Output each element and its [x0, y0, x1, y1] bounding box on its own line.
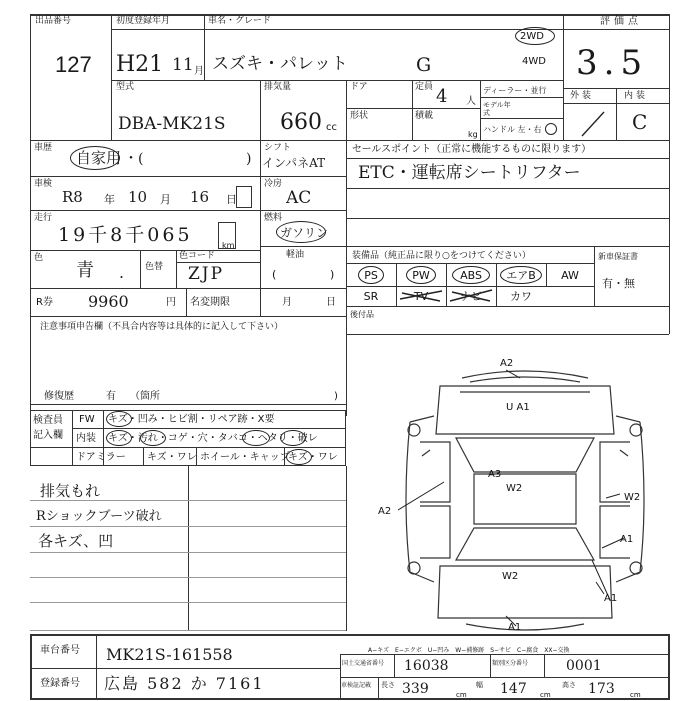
- divider: [394, 654, 395, 677]
- ac-label: 冷房: [264, 179, 283, 189]
- shaken-year: R8: [62, 188, 83, 206]
- handwritten-note-1: 排気もれ: [40, 482, 101, 500]
- first-reg-era: H21: [116, 52, 164, 77]
- width-value: 147: [500, 681, 527, 697]
- divider: [30, 176, 346, 177]
- equipment-label: 装備品（純正品に限り○をつけてください）: [352, 251, 531, 261]
- shift-label: シフト: [264, 143, 292, 153]
- sales-point-text: ETC・運転席シートリフター: [358, 163, 581, 183]
- equip-navi: ナビ: [460, 290, 482, 303]
- score: 3.5: [576, 43, 649, 83]
- divider: [30, 447, 346, 448]
- model-name: スズキ・パレット: [212, 54, 348, 74]
- inspector-interior-items: キズ・汚れ・コゲ・穴・タバコ・ヘタリ・破レ: [108, 433, 318, 444]
- chassis-label: 車台番号: [40, 645, 80, 656]
- notes-label: 注意事項申告欄（不具合内容等は具体的に記入して下さい）: [40, 322, 284, 332]
- inspection-label: 名変期限: [190, 297, 230, 308]
- note-line: [30, 602, 346, 603]
- interior-grade: C: [632, 110, 648, 134]
- use-label: 車歴: [34, 143, 53, 153]
- national-label: 国土交通省番号: [342, 660, 385, 667]
- category-label: 類別区分番号: [492, 660, 529, 667]
- shaken-label: 車検: [34, 179, 53, 189]
- shaken-year-unit: 年: [104, 193, 115, 206]
- inspection-day: 日: [326, 297, 336, 308]
- length-label: 長さ: [381, 681, 395, 689]
- divider: [30, 210, 346, 211]
- load-unit: kg: [468, 130, 478, 139]
- equip-ps-circle: [358, 266, 384, 284]
- use-suffix: ・(: [124, 151, 144, 167]
- exterior-label: 外装: [570, 91, 595, 101]
- equip-abs: ABS: [460, 268, 482, 282]
- divider: [346, 158, 669, 159]
- equip-pw-circle: [406, 266, 436, 284]
- shaken-day-unit: 日: [226, 193, 237, 206]
- divider: [346, 108, 480, 109]
- lot-label: 出品番号: [35, 16, 72, 26]
- mileage-box: [218, 222, 236, 249]
- handle-right-circle: [545, 123, 557, 135]
- dims-label: 車検証記載: [341, 682, 372, 689]
- interior-tobacco-circle: [242, 430, 270, 446]
- inspector-wheel-damage: キズ・ワレ: [288, 452, 338, 463]
- repair-value: 有: [106, 391, 116, 402]
- equip-ps: PS: [364, 268, 378, 282]
- equip-aw: AW: [561, 268, 579, 282]
- new-warranty-value: 有・無: [602, 277, 635, 290]
- type-value: DBA-MK21S: [118, 114, 226, 134]
- inspection-month: 月: [282, 297, 292, 308]
- damage-mark-a1-right: A1: [620, 534, 634, 545]
- inspector-wheel: ホイール・キャップ: [200, 452, 290, 463]
- divider: [490, 654, 491, 677]
- right-border: [669, 14, 670, 334]
- damage-mark-a3-roof: A3: [488, 469, 502, 480]
- divider: [346, 80, 347, 140]
- rtax-value: 9960: [88, 292, 129, 311]
- damage-mark-w2-right: W2: [624, 492, 641, 503]
- shaken-month-unit: 月: [160, 193, 171, 206]
- repair-place: （箇所: [130, 391, 160, 402]
- first-reg-month-unit: 月: [194, 66, 204, 77]
- handwritten-note-3: 各キズ、凹: [38, 532, 114, 550]
- interior-label: 内装: [624, 91, 649, 101]
- damage-mark-a2-left: A2: [378, 506, 392, 517]
- divider: [260, 140, 261, 316]
- inspector-label-1: 検査員: [33, 415, 63, 426]
- load-label: 積載: [415, 111, 434, 121]
- divider: [260, 246, 346, 247]
- oil-paren-open: (: [272, 268, 277, 281]
- drive-4wd: 4WD: [522, 56, 546, 67]
- height-value: 173: [588, 681, 615, 697]
- note-line: [30, 552, 346, 553]
- inspector-fw-label: FW: [79, 414, 95, 425]
- divider: [72, 428, 346, 429]
- divider: [30, 316, 346, 317]
- equip-airbag-circle: [500, 266, 542, 284]
- wheel-scratch-circle: [286, 449, 312, 465]
- capacity-label: 定員: [415, 82, 434, 92]
- inspector-interior-label: 内装: [76, 433, 96, 444]
- divider: [111, 14, 112, 140]
- chassis-value: MK21S-161558: [106, 645, 233, 664]
- fuel-value: ガソリン: [280, 226, 329, 240]
- ac-value: AC: [286, 188, 312, 208]
- divider: [346, 246, 669, 247]
- registration-value: 広島 582 か 7161: [104, 674, 265, 693]
- divider: [96, 634, 97, 700]
- equip-sr: SR: [363, 289, 379, 303]
- divider: [30, 668, 340, 669]
- first-reg-month: 11: [172, 55, 194, 75]
- width-cm: cm: [540, 691, 551, 699]
- repair-label: 修復歴: [44, 391, 74, 402]
- length-value: 339: [402, 681, 429, 697]
- grade: G: [416, 54, 432, 76]
- equip-navi-strike: [448, 287, 494, 305]
- note-line: [30, 500, 346, 501]
- divider: [176, 262, 260, 263]
- color-dot: ・: [116, 271, 127, 284]
- use-value: 自家用: [76, 149, 122, 167]
- national-value: 16038: [404, 658, 449, 674]
- divider: [260, 80, 261, 140]
- damage-mark-a1-bumper: A1: [508, 622, 522, 633]
- capacity-unit: 人: [466, 96, 476, 107]
- divider: [616, 88, 617, 140]
- shaken-day-box: [236, 186, 252, 208]
- equip-tv-strike: [398, 287, 444, 305]
- divider: [340, 654, 670, 655]
- note-line: [30, 526, 346, 527]
- shaken-day: 16: [190, 188, 210, 206]
- equip-abs-circle: [452, 266, 490, 284]
- sales-point-label: セールスポイント（正常に機能するものに限ります）: [352, 144, 592, 155]
- equip-leather: カワ: [510, 290, 532, 303]
- displacement-unit: cc: [326, 122, 337, 133]
- divider: [346, 306, 669, 307]
- divider: [544, 654, 545, 677]
- oil-paren-close: ): [330, 268, 335, 281]
- first-reg-label: 初度登録年月: [116, 16, 171, 26]
- divider: [480, 118, 563, 119]
- mileage-unit: km: [222, 241, 235, 250]
- equip-pw: PW: [412, 268, 430, 282]
- interior-sag-circle: [280, 430, 306, 446]
- divider: [30, 140, 669, 141]
- aftermarket-label: 後付品: [350, 310, 374, 319]
- divider: [346, 466, 347, 631]
- repair-close: ): [334, 391, 338, 402]
- type-label: 型式: [116, 82, 135, 92]
- model-label: 車名・グレード: [208, 16, 272, 26]
- divider: [480, 97, 563, 98]
- fuel-value-circle: [276, 221, 329, 243]
- divider: [594, 246, 595, 306]
- fuel-label: 燃料: [264, 213, 283, 223]
- mileage-label: 走行: [34, 213, 53, 223]
- equip-airbag: エアB: [506, 269, 536, 282]
- category-value: 0001: [566, 658, 602, 674]
- divider: [111, 29, 563, 30]
- height-label: 高さ: [562, 681, 576, 689]
- inspector-fw-items: キズ・凹み・ヒビ割・リペア跡・X要: [108, 414, 275, 425]
- use-close: ): [246, 151, 252, 167]
- divider: [143, 447, 144, 466]
- drive-2wd: 2WD: [520, 31, 544, 42]
- interior-dirt-circle: [140, 430, 166, 446]
- door-value: 4: [436, 86, 448, 107]
- height-cm: cm: [630, 691, 641, 699]
- divider: [72, 410, 73, 466]
- damage-legend: A−キズ E−エクボ U−凹み W−補修跡 S−サビ C−腐食 XX−交換: [368, 647, 570, 654]
- model-year-label: モデル年式: [483, 101, 511, 117]
- paint-label: 色替: [145, 262, 164, 272]
- damage-mark-w2-rear: W2: [502, 571, 519, 582]
- score-label: 評価点: [600, 16, 642, 27]
- shape-label: 形状: [350, 111, 369, 121]
- exterior-slash-mark: [578, 108, 608, 138]
- color-label: 色: [34, 253, 44, 263]
- inspector-label-2: 記入欄: [33, 430, 63, 441]
- note-line: [30, 577, 346, 578]
- inspector-mirror-damage: キズ・ワレ: [147, 452, 197, 463]
- divider: [140, 250, 141, 288]
- divider: [176, 250, 177, 288]
- shift-value: インパネAT: [262, 156, 326, 170]
- registration-label: 登録番号: [40, 678, 80, 689]
- divider: [111, 80, 563, 81]
- lot-number: 127: [55, 52, 92, 77]
- damage-mark-a1-rear-right: A1: [604, 593, 618, 604]
- rtax-label: R券: [36, 297, 53, 308]
- divider: [480, 80, 481, 140]
- inspector-mirror: ドアミラー: [76, 452, 126, 463]
- divider: [346, 218, 669, 219]
- dealer-label: ディーラー・並行: [483, 86, 547, 95]
- use-value-circle: [70, 146, 120, 170]
- divider: [412, 80, 413, 140]
- divider: [563, 29, 669, 30]
- note-line: [30, 630, 346, 631]
- damage-mark-a2-front: A2: [500, 358, 514, 369]
- color-code-label: 色コード: [179, 251, 216, 261]
- drive-2wd-circle: [515, 27, 555, 45]
- handle-label: ハンドル 左・右: [483, 125, 542, 134]
- rtax-unit: 円: [166, 297, 176, 308]
- interior-scratch-circle: [106, 430, 132, 446]
- fw-scratch-circle: [106, 411, 132, 427]
- divider: [186, 288, 187, 316]
- handwritten-note-2: Rショックブーツ破れ: [36, 509, 162, 524]
- divider: [188, 466, 189, 631]
- width-label: 幅: [476, 681, 483, 689]
- length-cm: cm: [456, 691, 467, 699]
- divider: [346, 188, 669, 189]
- divider: [340, 677, 670, 678]
- shaken-month: 10: [128, 188, 148, 206]
- mileage-value: 19千8千065: [58, 224, 193, 246]
- left-border: [30, 14, 31, 290]
- divider: [30, 288, 31, 416]
- divider: [563, 14, 564, 140]
- door-label: ドア: [350, 82, 368, 92]
- divider: [378, 677, 379, 700]
- new-warranty-label: 新車保証書: [598, 252, 638, 261]
- displacement-value: 660: [280, 110, 322, 135]
- oil-label: 軽油: [286, 250, 305, 260]
- equip-tv: TV: [413, 289, 429, 303]
- damage-mark-w2-roof: W2: [506, 483, 523, 494]
- divider: [30, 404, 346, 405]
- color-value: 青: [76, 260, 94, 281]
- color-code-value: ZJP: [188, 264, 225, 284]
- displacement-label: 排気量: [264, 82, 292, 92]
- divider: [30, 288, 346, 289]
- divider: [346, 334, 669, 335]
- divider: [204, 14, 205, 80]
- damage-mark-ua1-hood: U A1: [506, 402, 530, 413]
